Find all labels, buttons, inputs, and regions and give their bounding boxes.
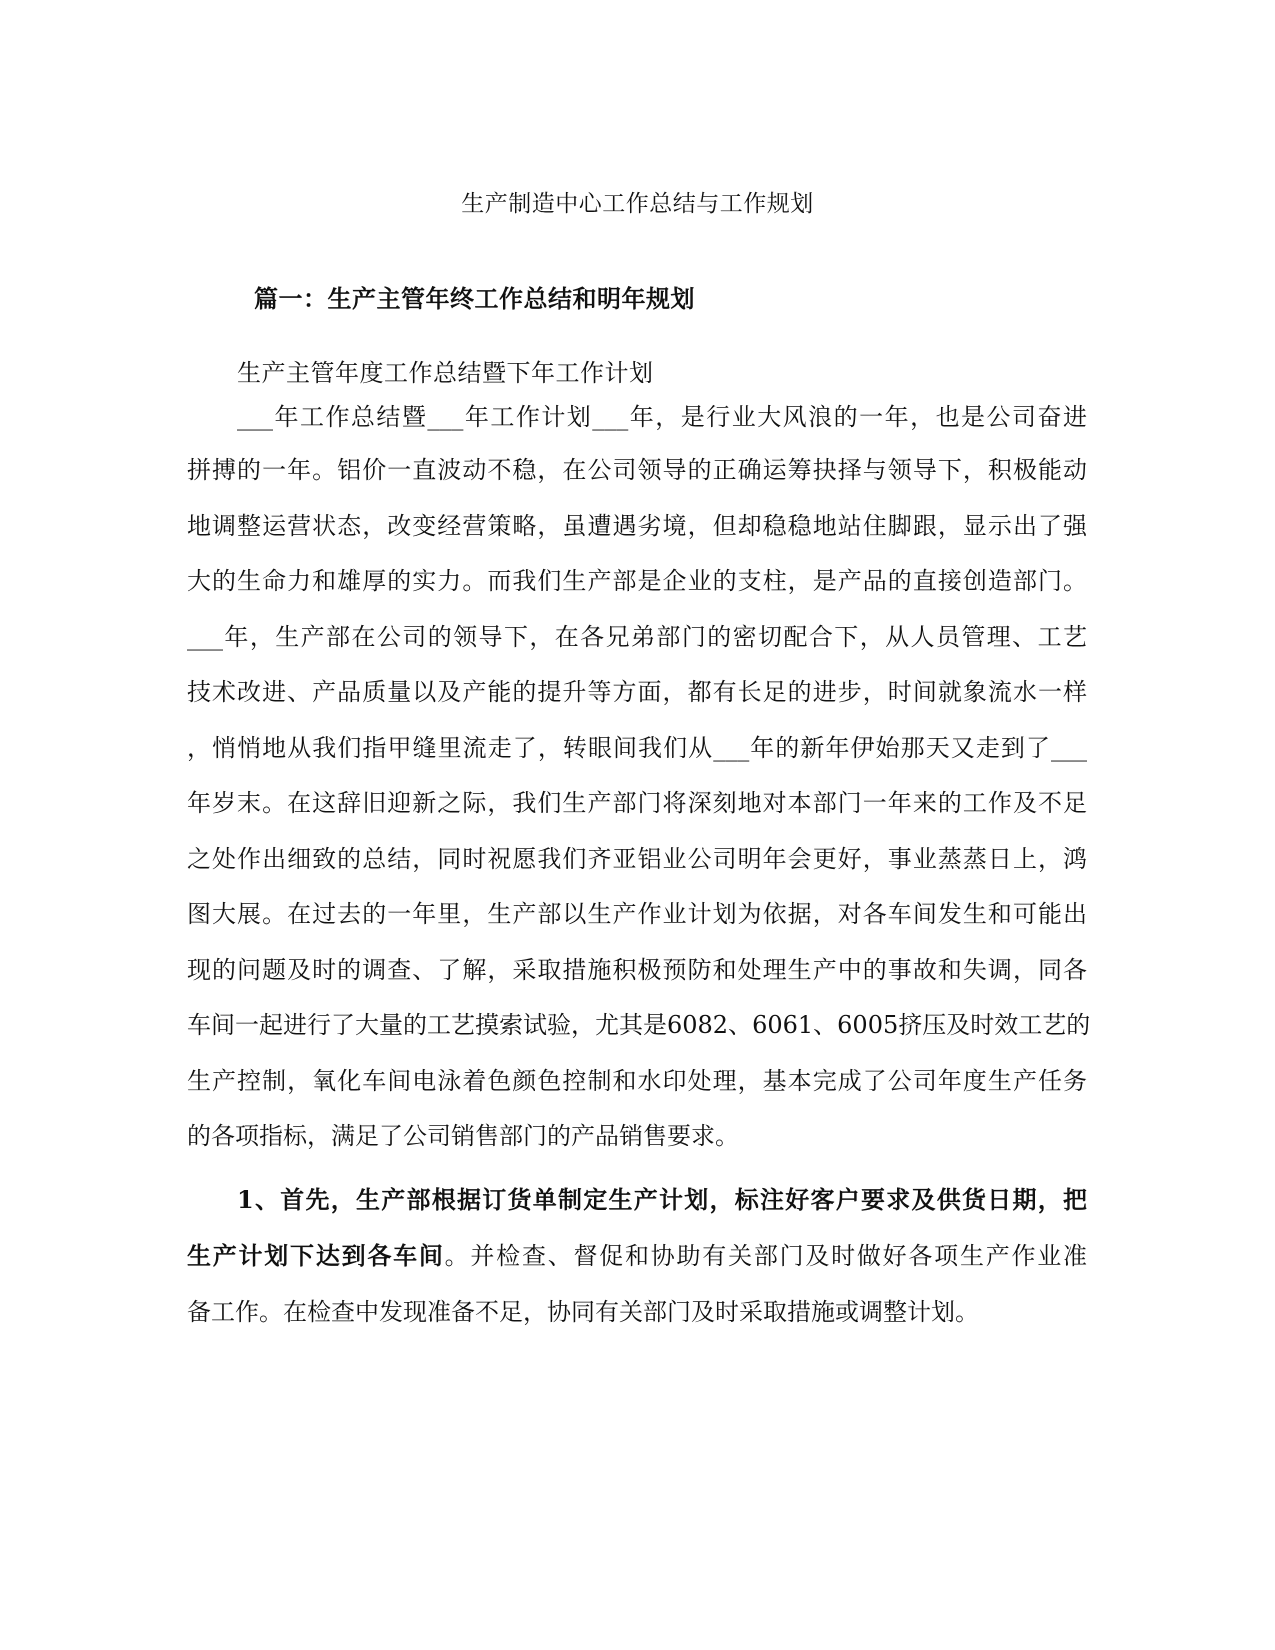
paragraph-line: 生产控制，氧化车间电泳着色颜色控制和水印处理，基本完成了公司年度生产任务: [187, 1067, 1087, 1095]
report-title: 生产主管年度工作总结暨下年工作计划: [237, 359, 654, 387]
paragraph-line: 车间一起进行了大量的工艺摸索试验，尤其是6082、6061、6005挤压及时效工艺的: [187, 1011, 1091, 1039]
section-heading: 篇一：生产主管年终工作总结和明年规划: [254, 284, 695, 313]
paragraph-line: ，悄悄地从我们指甲缝里流走了，转眼间我们从___年的新年伊始那天又走到了___: [187, 734, 1087, 762]
document-title: 生产制造中心工作总结与工作规划: [461, 191, 814, 217]
paragraph-line-bold: [237, 1184, 1087, 1216]
paragraph-line: 图大展。在过去的一年里，生产部以生产作业计划为依据，对各车间发生和可能出: [187, 900, 1087, 928]
paragraph-line: ___年工作总结暨___年工作计划___年，是行业大风浪的一年，也是公司奋进: [237, 403, 1087, 431]
paragraph-line: 现的问题及时的调查、了解，采取措施积极预防和处理生产中的事故和失调，同各: [187, 956, 1087, 984]
bold-text: 生产计划下达到各车间: [187, 1241, 445, 1270]
paragraph-line: 拼搏的一年。铝价一直波动不稳，在公司领导的正确运筹抉择与领导下，积极能动: [187, 456, 1087, 484]
paragraph-line: [187, 1240, 1087, 1272]
paragraph-line: 备工作。在检查中发现准备不足，协同有关部门及时采取措施或调整计划。: [187, 1298, 979, 1326]
paragraph-line: 的各项指标，满足了公司销售部门的产品销售要求。: [187, 1122, 739, 1150]
paragraph-line: 之处作出细致的总结，同时祝愿我们齐亚铝业公司明年会更好，事业蒸蒸日上，鸿: [187, 845, 1087, 873]
paragraph-line: 大的生命力和雄厚的实力。而我们生产部是企业的支柱，是产品的直接创造部门。: [187, 567, 1087, 595]
paragraph-line: 技术改进、产品质量以及产能的提升等方面，都有长足的进步，时间就象流水一样: [187, 678, 1087, 706]
paragraph-line: 地调整运营状态，改变经营策略，虽遭遇劣境，但却稳稳地站住脚跟，显示出了强: [187, 512, 1087, 540]
regular-text: 。并检查、督促和协助有关部门及时做好各项生产作业准: [444, 1242, 1088, 1270]
paragraph-line: ___年，生产部在公司的领导下，在各兄弟部门的密切配合下，从人员管理、工艺: [187, 623, 1087, 651]
paragraph-line: 年岁末。在这辞旧迎新之际，我们生产部门将深刻地对本部门一年来的工作及不足: [187, 789, 1087, 817]
bold-text: 1、首先，生产部根据订货单制定生产计划，标注好客户要求及供货日期，把: [237, 1185, 1087, 1214]
